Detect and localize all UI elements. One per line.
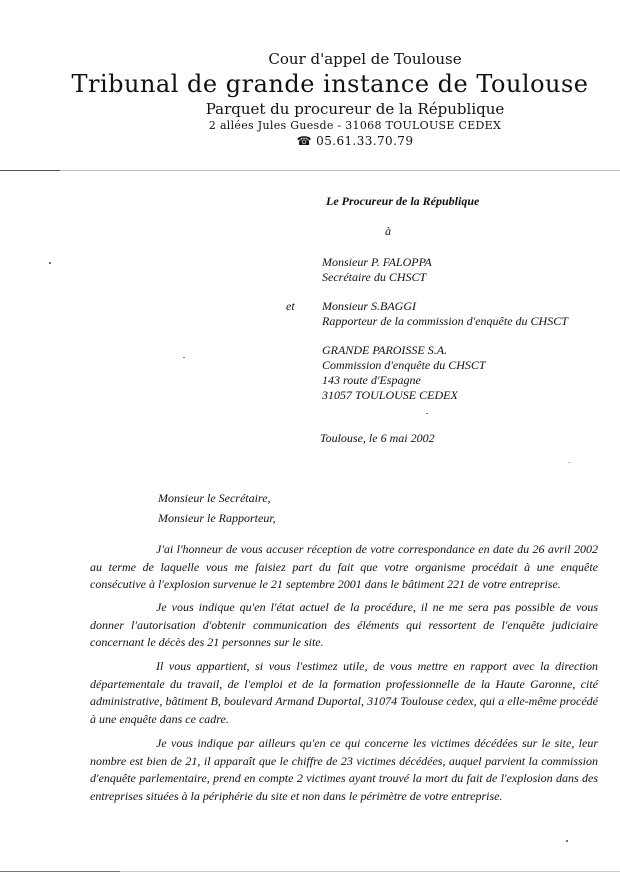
court-name: Cour d'appel de Toulouse <box>268 50 462 68</box>
and-word: et <box>286 299 295 313</box>
body-paragraph-1: J'ai l'honneur de vous accuser réception de votre correspondance en date du 26 avril 2002 au terme de laquelle vous me faisiez part du fait que votre organisme procédait à une enquête consécutive à l'explosion survenue le 21 septembre 2001 dans le bâtiment 221 de votre entreprise. <box>90 542 598 591</box>
recipient1-title: Secrétaire du CHSCT <box>322 270 427 284</box>
company-name: GRANDE PAROISSE S.A. <box>322 343 448 357</box>
salutation-line2: Monsieur le Rapporteur, <box>158 511 276 525</box>
body-paragraph-4: Je vous indique par ailleurs qu'en ce qui concerne les victimes décédées sur le site, leur nombre est bien de 21, il apparaît que le chiffre de 23 victimes décédées, auquel parvient la commission d'enquête parlementaire, prend en compte 2 victimes ayant trouvé la mort du fait de l'explosion dans des entreprises situées à la périphérie du site et non dans le périmètre de votre entreprise. <box>90 736 598 803</box>
scan-speck <box>568 462 571 463</box>
body-paragraph-2: Je vous indique qu'en l'état actuel de la procédure, il ne me sera pas possible de vous donner l'autorisation d'obtenir communication des éléments qui ressortent de l'enquête judiciaire concernant le décès des 21 personnes sur le site. <box>90 600 598 649</box>
scan-speck <box>49 262 51 264</box>
scan-speck <box>566 840 568 842</box>
company-city: 31057 TOULOUSE CEDEX <box>322 388 458 402</box>
recipient2-title: Rapporteur de la commission d'enquête du CHSCT <box>322 314 568 328</box>
letter-date: Toulouse, le 6 mai 2002 <box>320 431 435 445</box>
company-department: Commission d'enquête du CHSCT <box>322 358 486 372</box>
recipient1-name: Monsieur P. FALOPPA <box>322 255 432 269</box>
parquet-name: Parquet du procureur de la République <box>205 100 505 118</box>
letterhead-address: 2 allées Jules Guesde - 31068 TOULOUSE CEDEX <box>208 119 502 132</box>
tribunal-name: Tribunal de grande instance de Toulouse <box>71 70 589 98</box>
salutation-line1: Monsieur le Secrétaire, <box>158 491 271 505</box>
letterhead-phone: 05.61.33.70.79 <box>316 134 414 148</box>
scan-speck <box>183 357 185 358</box>
to-word: à <box>385 224 391 238</box>
recipient2-name: Monsieur S.BAGGI <box>322 299 416 313</box>
body-paragraph-3: Il vous appartient, si vous l'estimez utile, de vous mettre en rapport avec la direction départementale du travail, de l'emploi et de la formation professionnelle de la Haute Garonne, cité administrative, bâtiment B, boulevard Armand Duportal, 31074 Toulouse cedex, qui a elle-même procédé à une enquête dans ce cadre. <box>90 659 598 726</box>
letterhead-phone-line <box>45 134 620 148</box>
bottom-edge <box>0 871 620 872</box>
sender: Le Procureur de la République <box>326 194 480 208</box>
phone-icon: ☎ <box>296 134 312 148</box>
scan-speck <box>426 413 428 414</box>
header-divider <box>0 170 620 171</box>
company-street: 143 route d'Espagne <box>322 373 421 387</box>
